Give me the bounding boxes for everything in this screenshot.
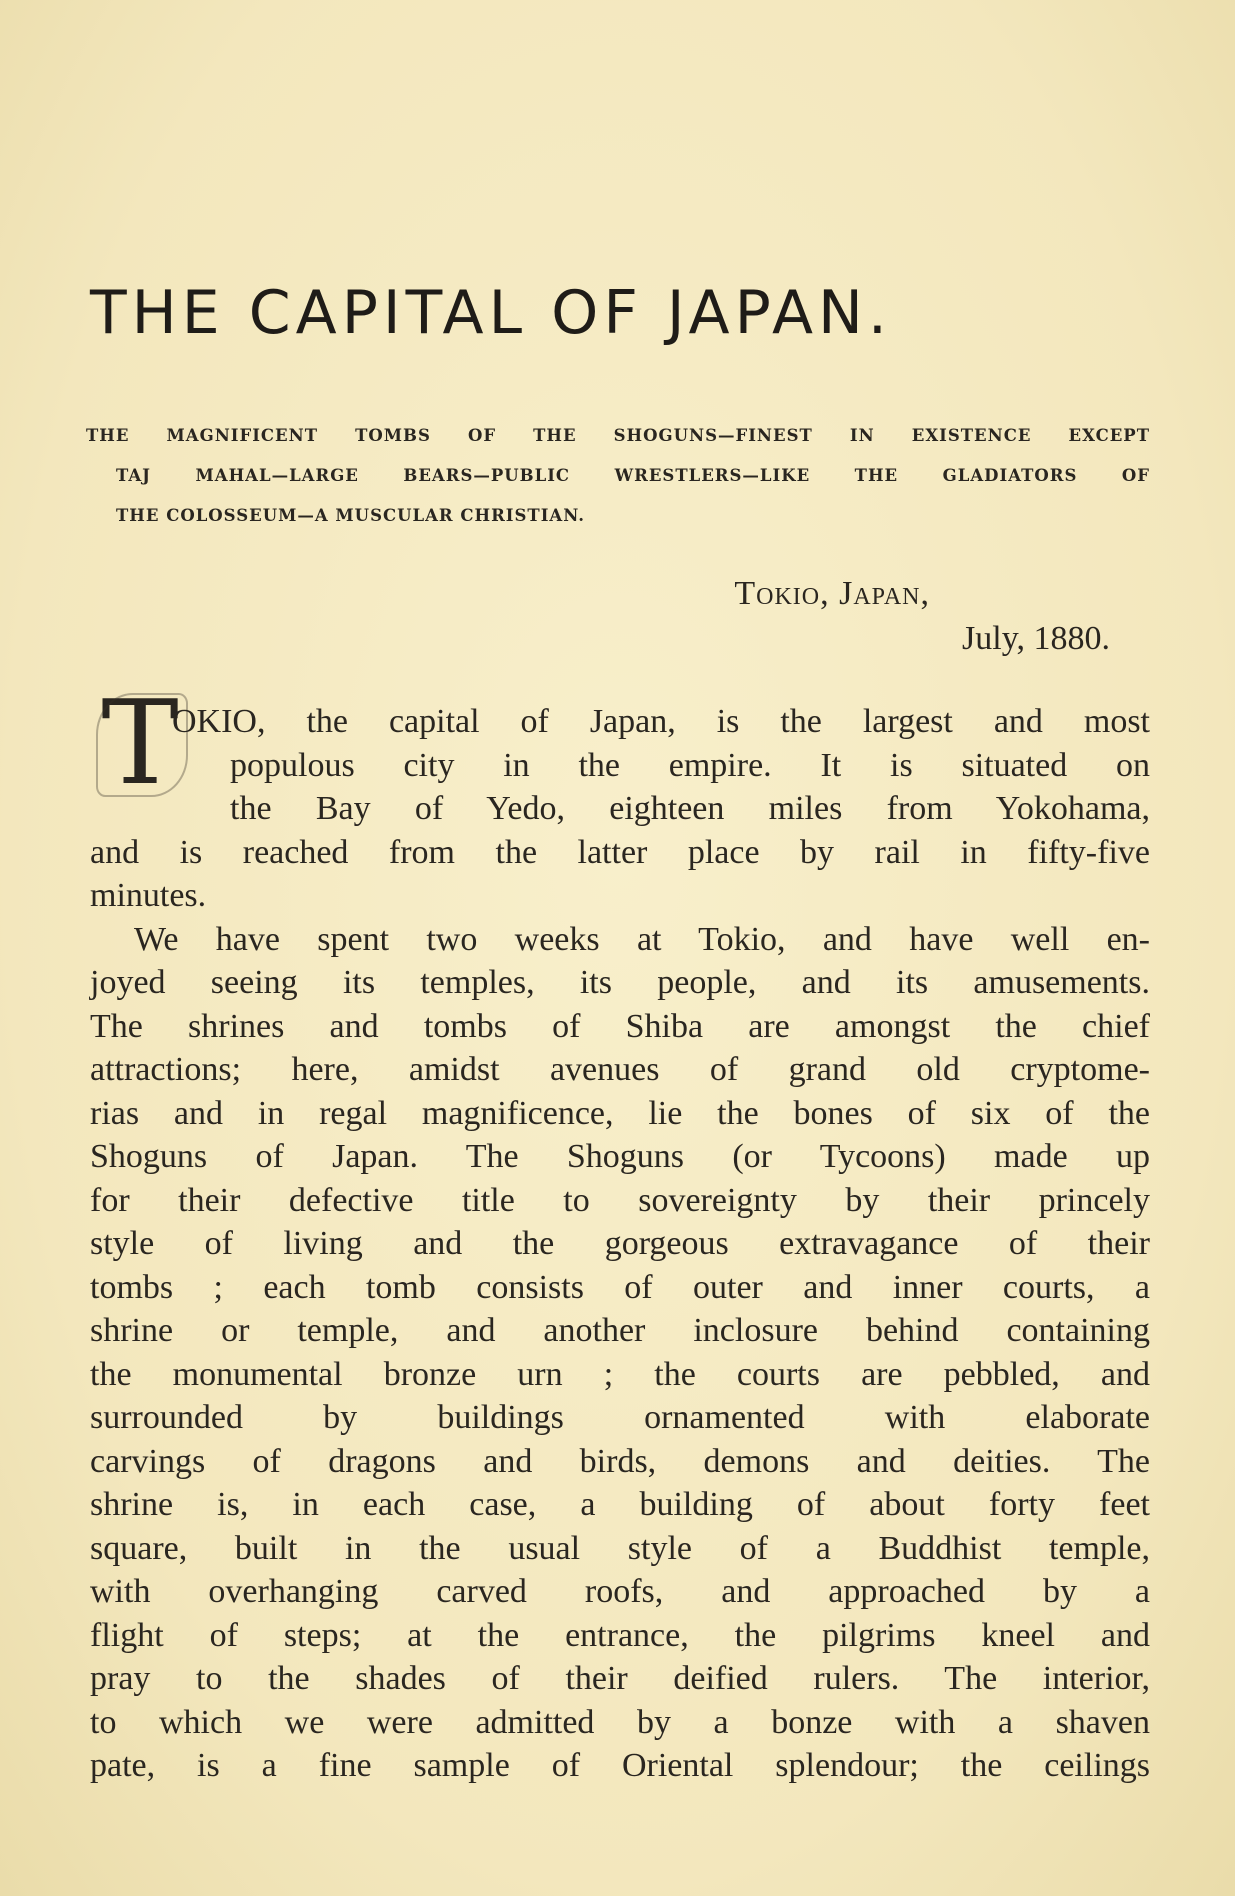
- dateline-date: July, 1880.: [962, 620, 1110, 657]
- text-line: style of living and the gorgeous extravagance of their: [90, 1225, 1150, 1262]
- text-line: pate, is a fine sample of Oriental splendour; the ceilings: [90, 1747, 1150, 1784]
- text-line: rias and in regal magnificence, lie the bones of six of the: [90, 1094, 1150, 1132]
- text-line: to which we were admitted by a bonze with a shaven: [90, 1703, 1150, 1741]
- text-line: and is reached from the latter place by rail in fifty-five: [90, 833, 1150, 871]
- text-line: minutes.: [90, 877, 207, 914]
- text-line: square, built in the usual style of a Buddhist temple,: [90, 1529, 1150, 1567]
- text-line: surrounded by buildings ornamented with elaborate: [90, 1399, 1150, 1436]
- summary-line: TAJ MAHAL—LARGE BEARS—PUBLIC WRESTLERS—LIKE THE GLADIATORS OF: [116, 466, 1150, 485]
- text-line: for their defective title to sovereignty by their princely: [90, 1181, 1150, 1219]
- text-line: the Bay of Yedo, eighteen miles from Yokohama,: [230, 790, 1150, 827]
- ornamental-drop-cap: T: [90, 685, 190, 803]
- text-line: carvings of dragons and birds, demons and deities. The: [90, 1442, 1150, 1480]
- text-line: OKIO, the capital of Japan, is the largest and most: [172, 703, 1150, 740]
- text-line: with overhanging carved roofs, and approached by a: [90, 1573, 1150, 1610]
- chapter-summary: [86, 416, 1150, 536]
- text-line: joyed seeing its temples, its people, and its amusements.: [90, 964, 1150, 1001]
- chapter-title: THE CAPITAL OF JAPAN.: [90, 278, 892, 348]
- summary-line: THE MAGNIFICENT TOMBS OF THE SHOGUNS—FINEST IN EXISTENCE EXCEPT: [86, 426, 1150, 445]
- text-line: tombs ; each tomb consists of outer and inner courts, a: [90, 1268, 1150, 1306]
- text-line: We have spent two weeks at Tokio, and have well en-: [134, 920, 1150, 958]
- text-line: pray to the shades of their deified rulers. The interior,: [90, 1660, 1150, 1697]
- show-through-running-head: ⁠ ⁠: [420, 88, 429, 113]
- text-line: the monumental bronze urn ; the courts are pebbled, and: [90, 1355, 1150, 1393]
- text-line: shrine is, in each case, a building of about forty feet: [90, 1486, 1150, 1523]
- text-line: attractions; here, amidst avenues of grand old cryptome-: [90, 1051, 1150, 1088]
- summary-line: THE COLOSSEUM—A MUSCULAR CHRISTIAN.: [116, 506, 586, 525]
- text-line: flight of steps; at the entrance, the pilgrims kneel and: [90, 1616, 1150, 1654]
- text-line: The shrines and tombs of Shiba are amongst the chief: [90, 1007, 1150, 1045]
- body-text: [90, 700, 1150, 1788]
- text-line: populous city in the empire. It is situated on: [230, 746, 1150, 784]
- dateline-place: Tokio, Japan,: [734, 575, 930, 612]
- text-line: Shoguns of Japan. The Shoguns (or Tycoons) made up: [90, 1138, 1150, 1175]
- text-line: shrine or temple, and another inclosure behind containing: [90, 1312, 1150, 1349]
